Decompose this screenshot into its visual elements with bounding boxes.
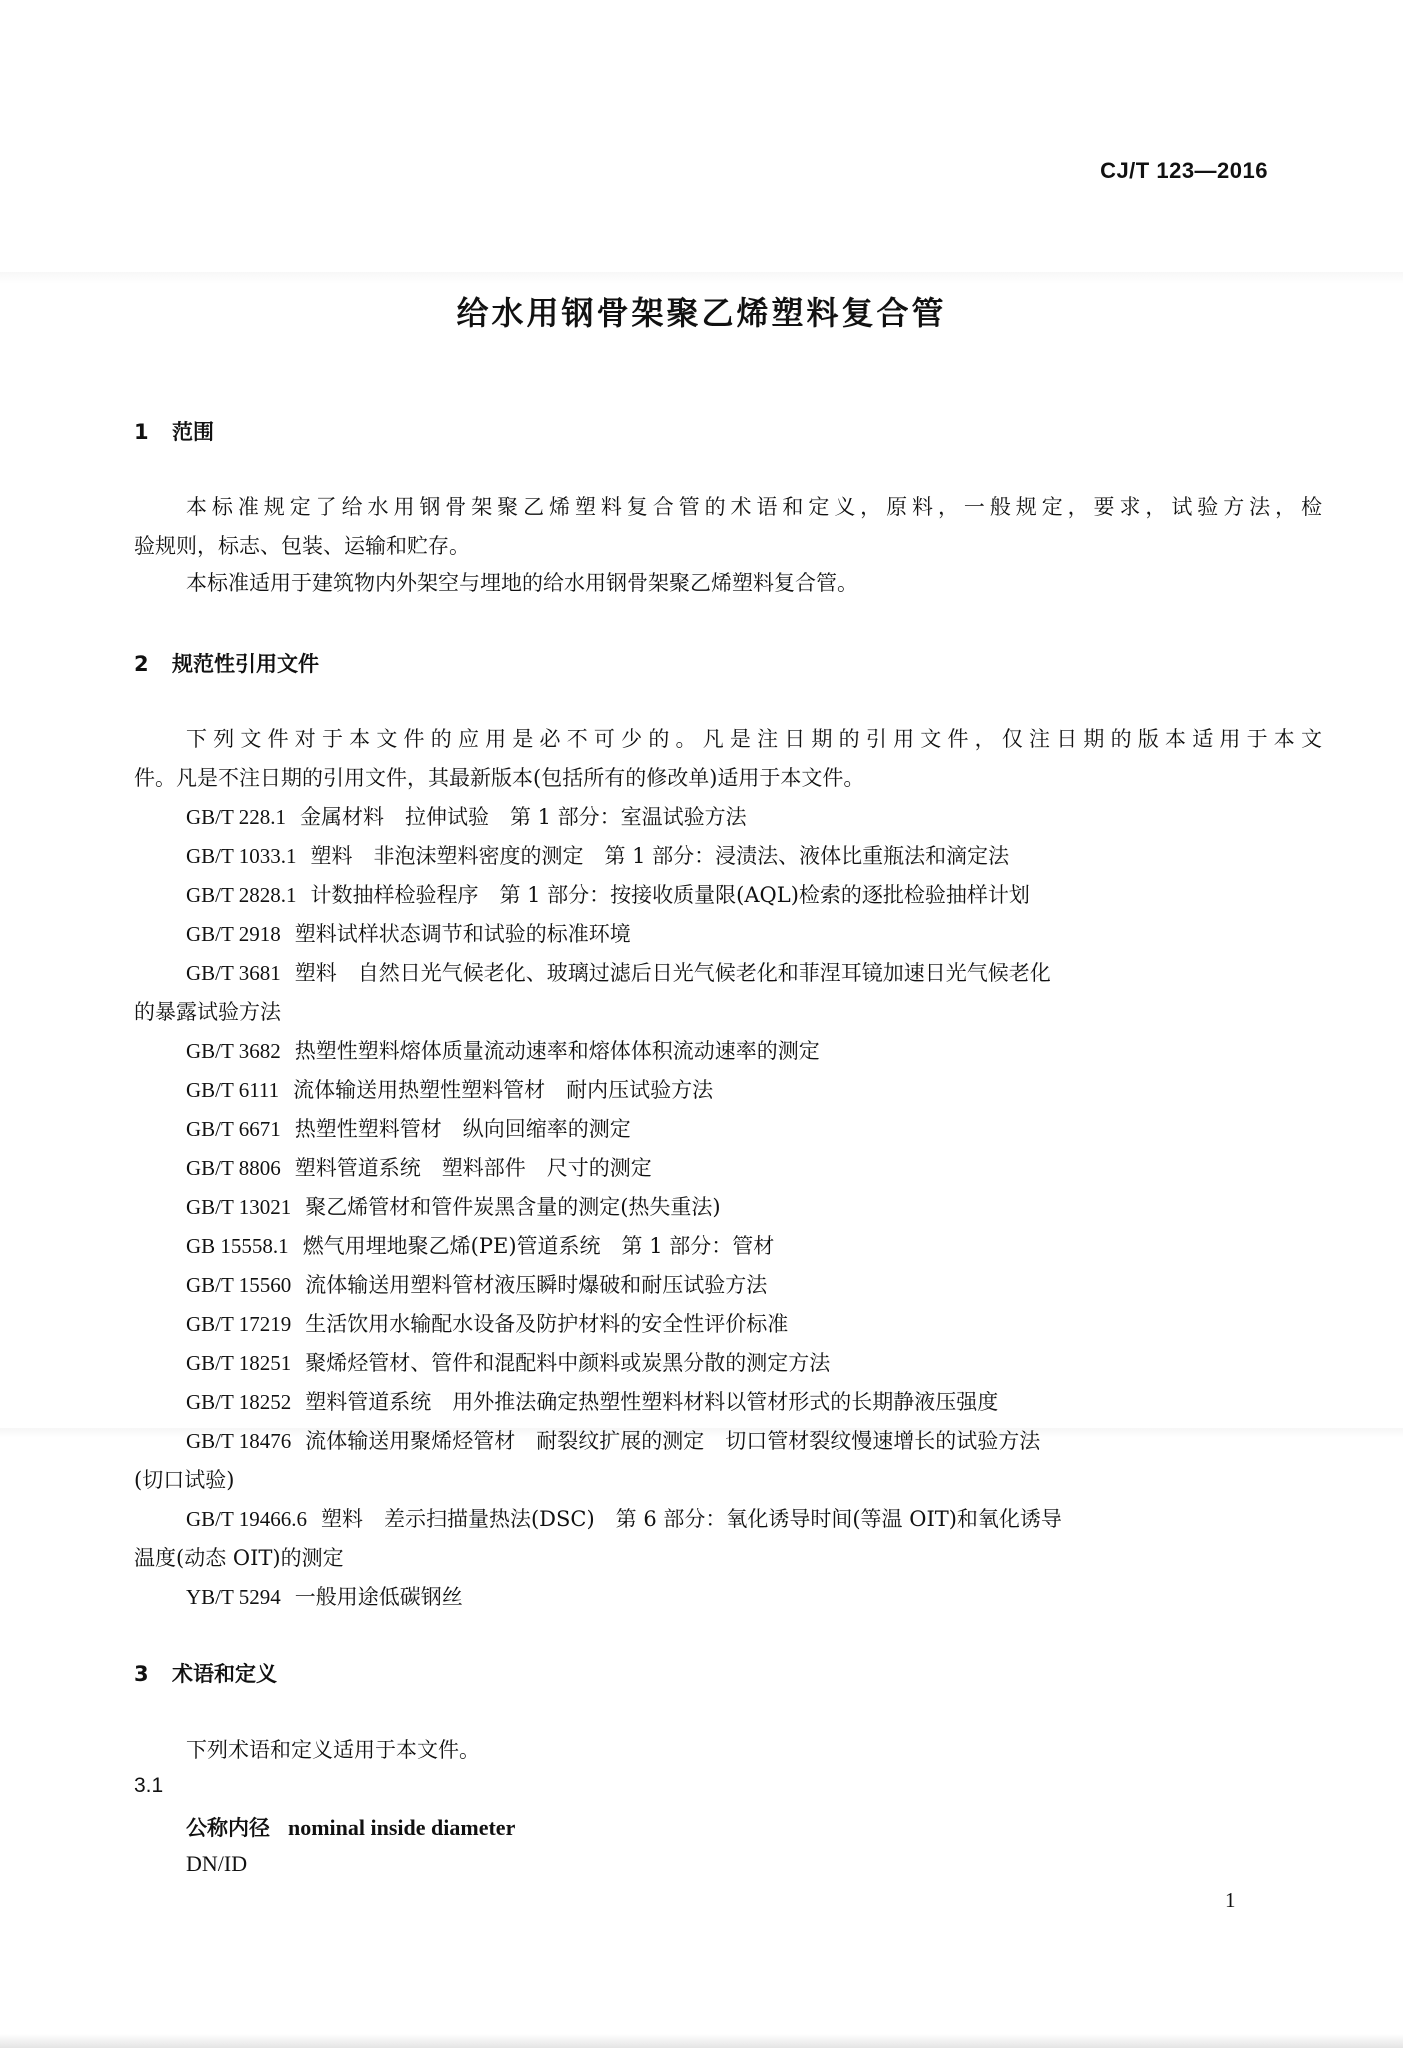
reference-item: GB/T 17219 生活饮用水输配水设备及防护材料的安全性评价标准 <box>186 1312 789 1336</box>
reference-item: GB/T 6111 流体输送用热塑性塑料管材 耐内压试验方法 <box>186 1078 714 1102</box>
reference-item: GB/T 6671 热塑性塑料管材 纵向回缩率的测定 <box>186 1117 631 1141</box>
reference-continuation: 温度(动态 OIT)的测定 <box>134 1546 344 1570</box>
page-title: 给水用钢骨架聚乙烯塑料复合管 <box>456 294 947 332</box>
paragraph-line: 验规则，标志、包装、运输和贮存。 <box>134 534 470 558</box>
paragraph-line: 下列文件对于本文件的应用是必不可少的。凡是注日期的引用文件，仅注日期的版本适用于本文 <box>186 727 1322 751</box>
reference-item: GB/T 18252 塑料管道系统 用外推法确定热塑性塑料材料以管材形式的长期静液压强度 <box>186 1390 999 1414</box>
scan-artifact <box>0 272 1403 284</box>
term-entry <box>186 1812 515 1842</box>
reference-item: GB/T 19466.6 塑料 差示扫描量热法(DSC) 第 6 部分：氧化诱导时间(等温 OIT)和氧化诱导 <box>186 1507 1062 1531</box>
reference-item: GB/T 15560 流体输送用塑料管材液压瞬时爆破和耐压试验方法 <box>186 1273 768 1297</box>
reference-item: YB/T 5294 一般用途低碳钢丝 <box>186 1585 463 1609</box>
reference-item: GB/T 1033.1 塑料 非泡沫塑料密度的测定 第 1 部分：浸渍法、液体比重瓶法和滴定法 <box>186 844 1010 868</box>
page-number: 1 <box>1225 1888 1236 1912</box>
section-heading: 1 范围 <box>134 420 214 444</box>
reference-continuation: 的暴露试验方法 <box>134 1000 281 1024</box>
reference-item: GB/T 18251 聚烯烃管材、管件和混配料中颜料或炭黑分散的测定方法 <box>186 1351 831 1375</box>
standard-code: CJ/T 123—2016 <box>1100 158 1268 183</box>
reference-item: GB/T 18476 流体输送用聚烯烃管材 耐裂纹扩展的测定 切口管材裂纹慢速增长的试验方法 <box>186 1429 1041 1453</box>
term-abbreviation: DN/ID <box>186 1851 248 1876</box>
reference-item: GB 15558.1 燃气用埋地聚乙烯(PE)管道系统 第 1 部分：管材 <box>186 1234 775 1258</box>
section-heading: 3 术语和定义 <box>134 1662 277 1686</box>
reference-item: GB/T 13021 聚乙烯管材和管件炭黑含量的测定(热失重法) <box>186 1195 721 1219</box>
term-chinese: 公称内径 <box>186 1816 270 1840</box>
reference-item: GB/T 3681 塑料 自然日光气候老化、玻璃过滤后日光气候老化和菲涅耳镜加速日光气候老化 <box>186 961 1051 985</box>
paragraph-line: 本标准适用于建筑物内外架空与埋地的给水用钢骨架聚乙烯塑料复合管。 <box>186 571 858 595</box>
paragraph-line: 下列术语和定义适用于本文件。 <box>186 1738 480 1762</box>
reference-item: GB/T 8806 塑料管道系统 塑料部件 尺寸的测定 <box>186 1156 652 1180</box>
reference-item: GB/T 2918 塑料试样状态调节和试验的标准环境 <box>186 922 631 946</box>
reference-continuation: (切口试验) <box>134 1468 235 1492</box>
reference-item: GB/T 228.1 金属材料 拉伸试验 第 1 部分：室温试验方法 <box>186 805 747 829</box>
paragraph-line: 本标准规定了给水用钢骨架聚乙烯塑料复合管的术语和定义，原料，一般规定，要求，试验方法，检 <box>186 495 1322 519</box>
reference-item: GB/T 3682 热塑性塑料熔体质量流动速率和熔体体积流动速率的测定 <box>186 1039 820 1063</box>
paragraph-line: 件。凡是不注日期的引用文件，其最新版本(包括所有的修改单)适用于本文件。 <box>134 766 865 790</box>
term-english: nominal inside diameter <box>288 1815 516 1840</box>
scan-artifact <box>0 2034 1403 2048</box>
section-heading: 2 规范性引用文件 <box>134 652 319 676</box>
reference-item: GB/T 2828.1 计数抽样检验程序 第 1 部分：按接收质量限(AQL)检索的逐批检验抽样计划 <box>186 883 1030 907</box>
clause-number: 3.1 <box>134 1774 164 1797</box>
